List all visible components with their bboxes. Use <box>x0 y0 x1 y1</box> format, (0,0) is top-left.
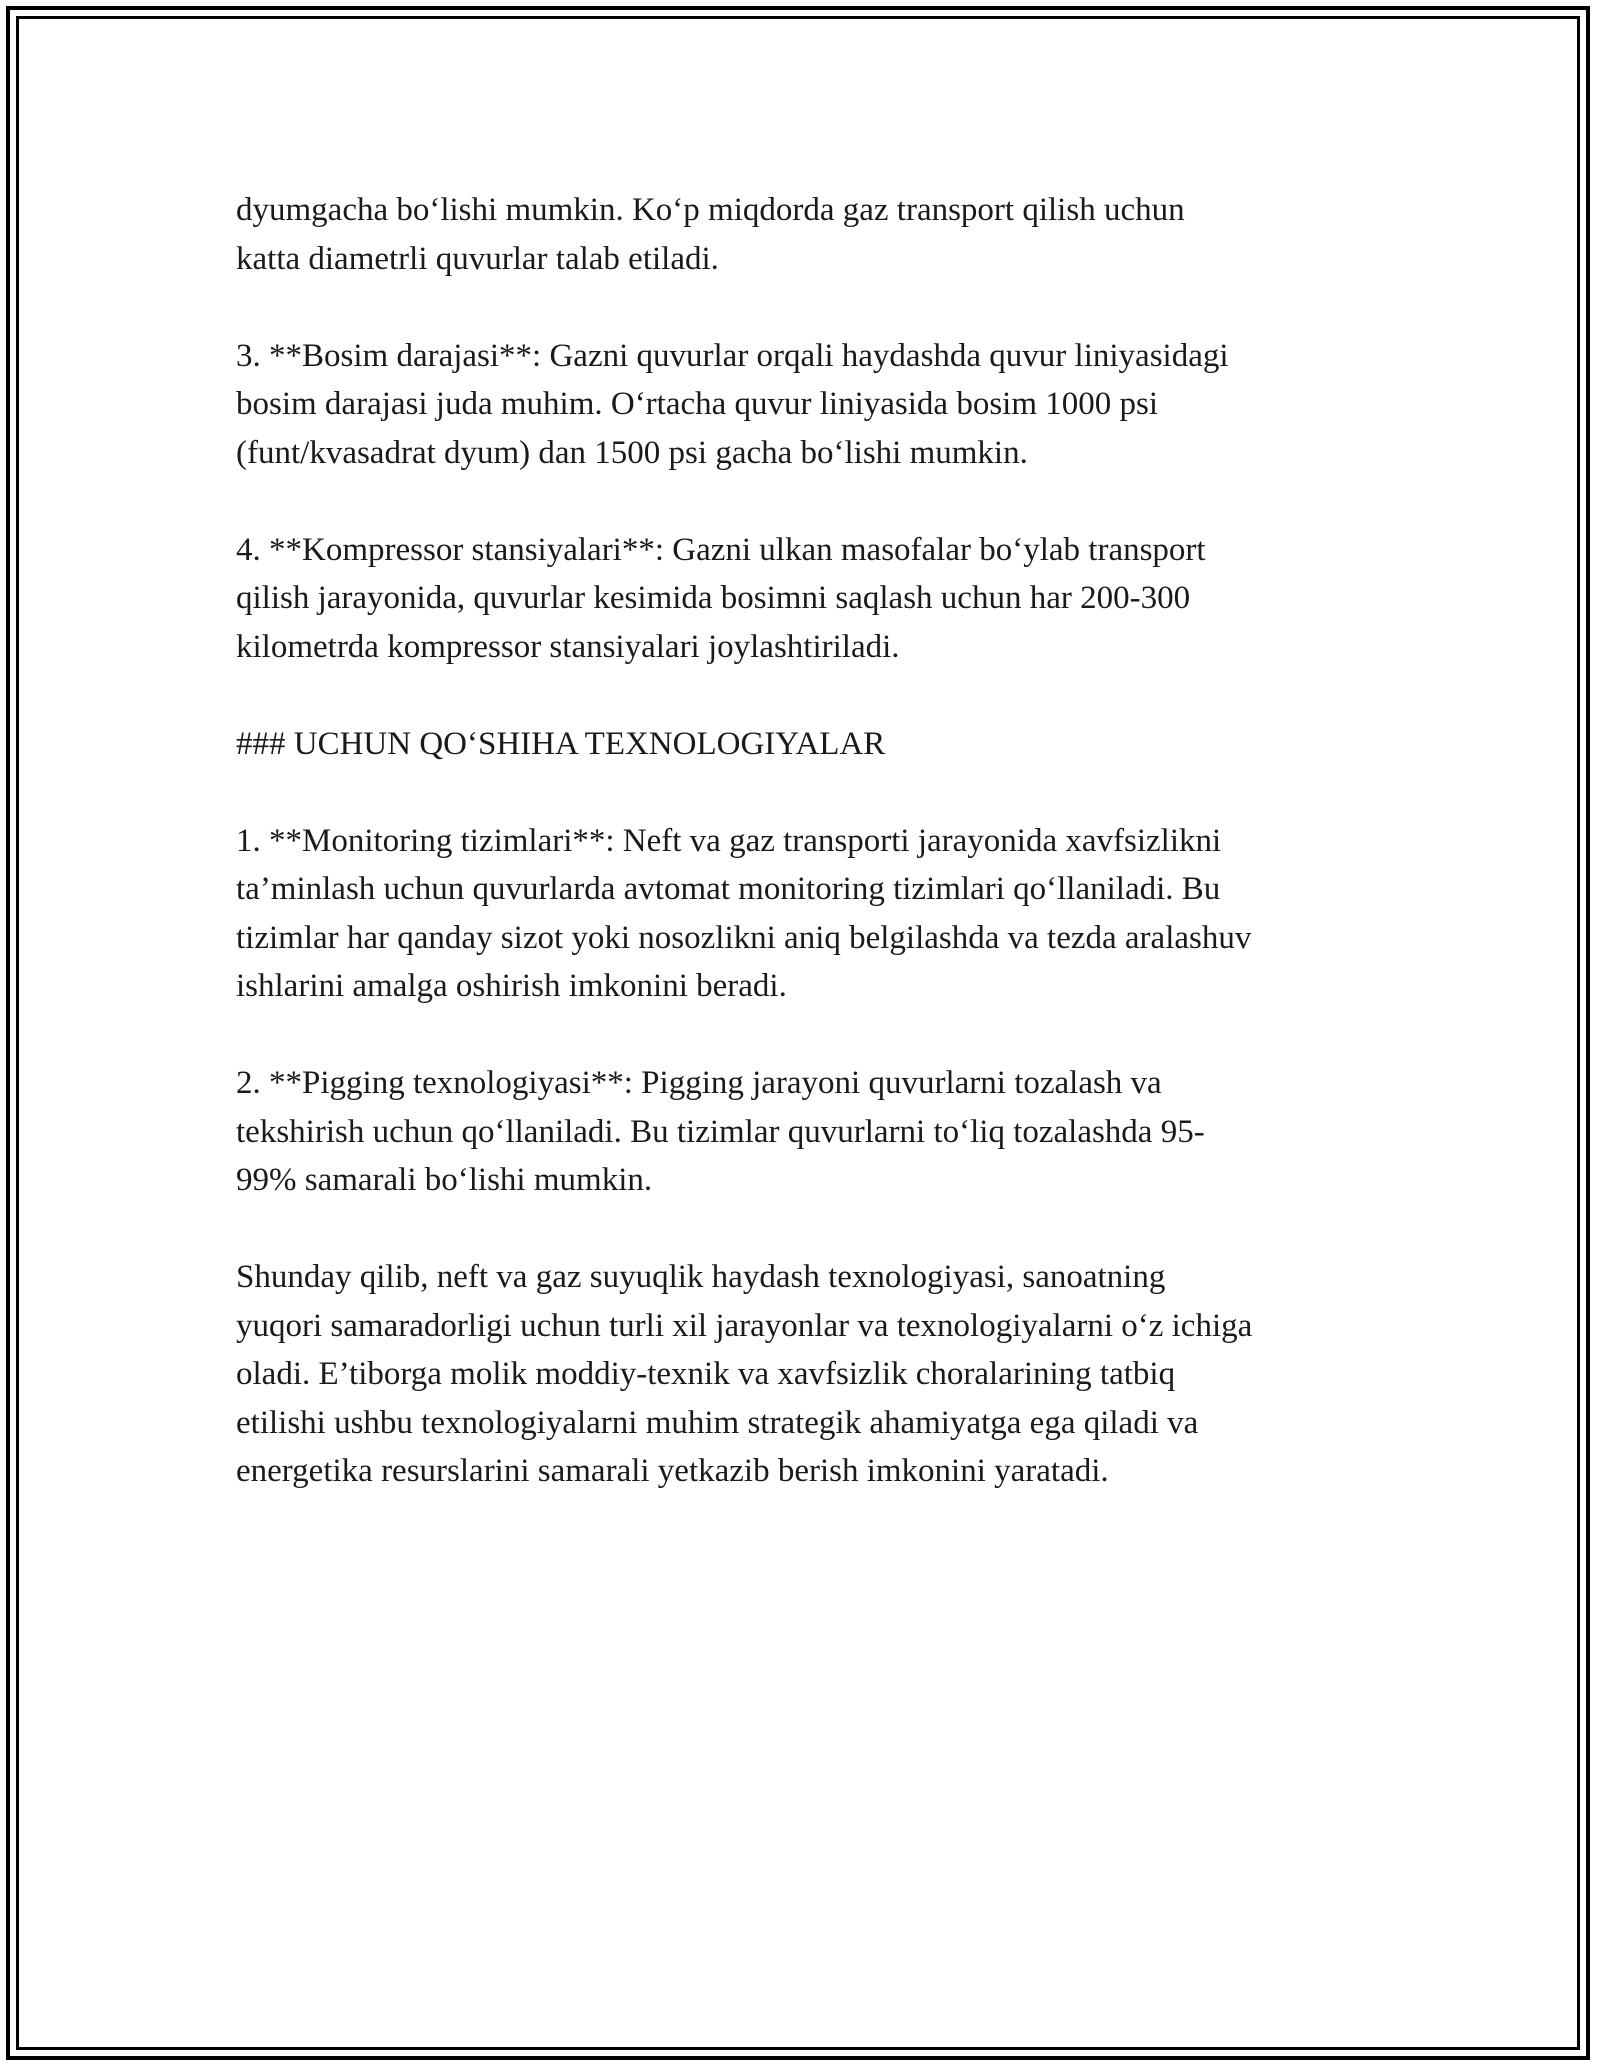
paragraph-conclusion: Shunday qilib, neft va gaz suyuqlik haydash texnologiyasi, sanoatning yuqori samaradorligi uchun turli xil jarayonlar va texnologiyalarni o‘z ichiga oladi. E’tiborga molik moddiy-texnik va xavfsizlik choralarining tatbiq etilishi ushbu texnologiyalarni muhim strategik ahamiyatga ega qiladi va energetika resurslarini samarali yetkazib berish imkonini yaratadi. <box>236 1259 1253 1489</box>
paragraph-compressor-stations: 4. **Kompressor stansiyalari**: Gazni ulkan masofalar bo‘ylab transport qilish jarayonida, quvurlar kesimida bosimni saqlash uchun har 200-300 kilometrda kompressor stansiyalari joylashtiriladi. <box>236 531 1206 665</box>
paragraph-pipe-diameter: dyumgacha bo‘lishi mumkin. Ko‘p miqdorda gaz transport qilish uchun katta diametrli quvurlar talab etiladi. <box>236 192 1185 277</box>
paragraph-monitoring-systems: 1. **Monitoring tizimlari**: Neft va gaz transporti jarayonida xavfsizlikni ta’minlash uchun quvurlarda avtomat monitoring tizimlari qo‘llaniladi. Bu tizimlar har qanday sizot yoki nosozlikni aniq belgilashda va tezda aralashuv ishlarini amalga oshirish imkonini beradi. <box>236 822 1252 1004</box>
paragraph-pigging-technology: 2. **Pigging texnologiyasi**: Pigging jarayoni quvurlarni tozalash va tekshirish uchun qo‘llaniladi. Bu tizimlar quvurlarni to‘liq tozalashda 95- 99% samarali bo‘lishi mumkin. <box>236 1065 1205 1198</box>
section-heading: ### UCHUN QO‘SHIHA TEXNOLOGIYALAR <box>236 725 886 762</box>
document-body <box>236 186 1386 1544</box>
paragraph-pressure-level: 3. **Bosim darajasi**: Gazni quvurlar orqali haydashda quvur liniyasidagi bosim darajasi juda muhim. O‘rtacha quvur liniyasida bosim 1000 psi (funt/kvasadrat dyum) dan 1500 psi gacha bo‘lishi mumkin. <box>236 337 1229 471</box>
